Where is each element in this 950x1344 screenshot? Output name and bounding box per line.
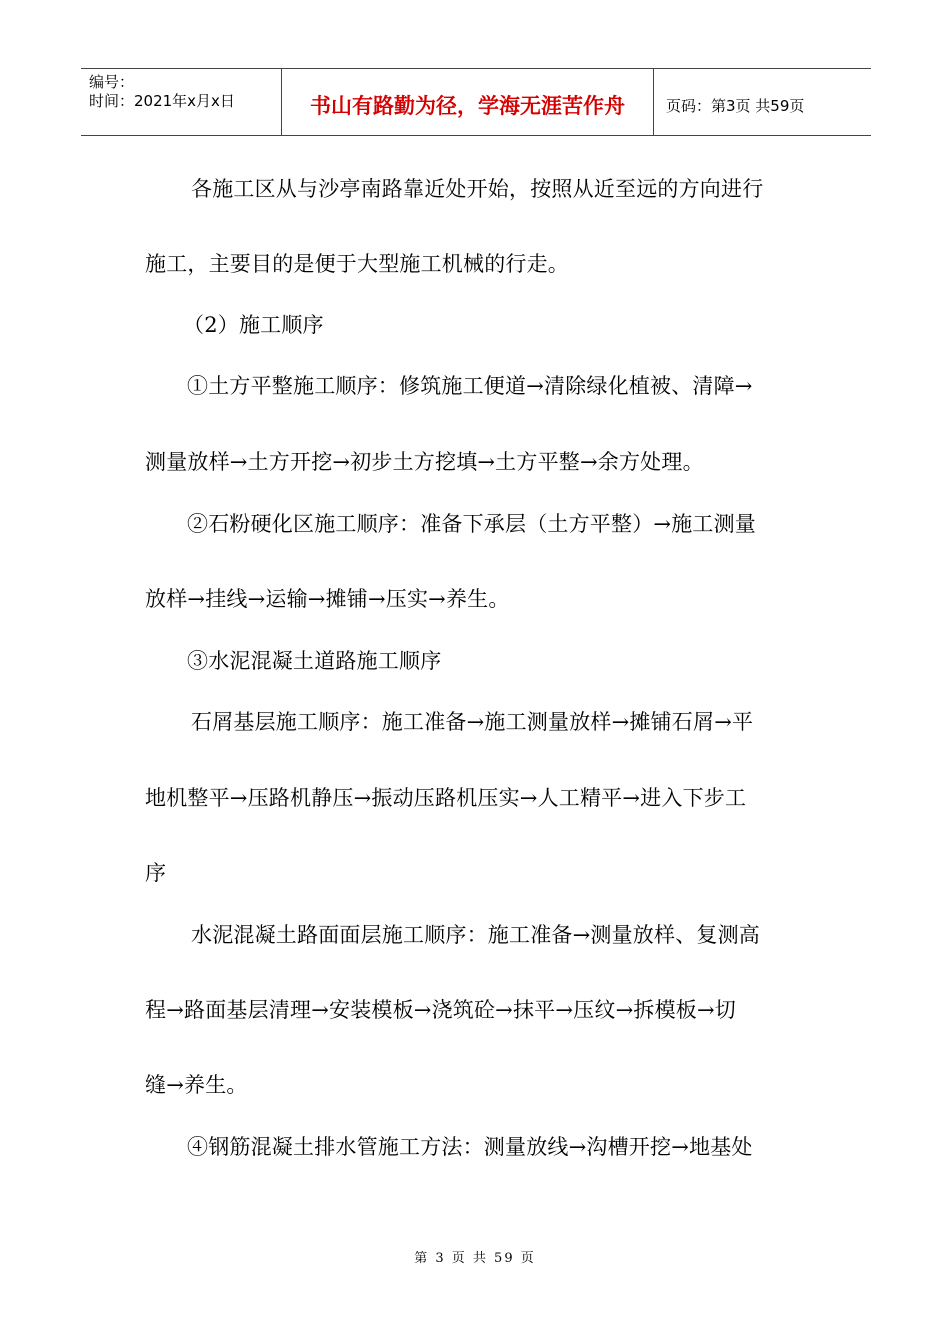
paragraph-line: 程→路面基层清理→安装模板→浇筑砼→抹平→压纹→拆模板→切 xyxy=(145,998,736,1022)
paragraph-line: ④钢筋混凝土排水管施工方法：测量放线→沟槽开挖→地基处 xyxy=(187,1135,753,1159)
paragraph-line: ①土方平整施工顺序：修筑施工便道→清除绿化植被、清障→ xyxy=(187,374,753,398)
paragraph-line: 序 xyxy=(145,861,167,885)
header-meta-cell xyxy=(81,69,282,135)
page-footer: 第 3 页 共 59 页 xyxy=(414,1251,536,1266)
paragraph-line: ②石粉硬化区施工顺序：准备下承层（土方平整）→施工测量 xyxy=(187,512,756,536)
paragraph-line: 各施工区从与沙亭南路靠近处开始，按照从近至远的方向进行 xyxy=(191,177,764,201)
document-time-label: 时间：2021年x月x日 xyxy=(89,92,235,110)
section-heading: （2）施工顺序 xyxy=(183,313,324,337)
document-header xyxy=(81,68,871,136)
paragraph-line: 施工，主要目的是便于大型施工机械的行走。 xyxy=(145,252,569,276)
header-motto: 书山有路勤为径，学海无涯苦作舟 xyxy=(282,69,654,135)
document-number-label: 编号： xyxy=(89,73,135,91)
paragraph-line: 水泥混凝土路面面层施工顺序：施工准备→测量放样、复测高 xyxy=(191,923,760,947)
paragraph-line: 地机整平→压路机静压→振动压路机压实→人工精平→进入下步工 xyxy=(145,786,747,810)
subsection-heading: ③水泥混凝土道路施工顺序 xyxy=(187,649,442,673)
paragraph-line: 放样→挂线→运输→摊铺→压实→养生。 xyxy=(145,587,510,611)
paragraph-line: 测量放样→土方开挖→初步土方挖填→土方平整→余方处理。 xyxy=(145,450,704,474)
paragraph-line: 石屑基层施工顺序：施工准备→施工测量放样→摊铺石屑→平 xyxy=(191,710,754,734)
header-page-code: 页码：第3页 共59页 xyxy=(666,96,805,115)
paragraph-line: 缝→养生。 xyxy=(145,1073,248,1097)
